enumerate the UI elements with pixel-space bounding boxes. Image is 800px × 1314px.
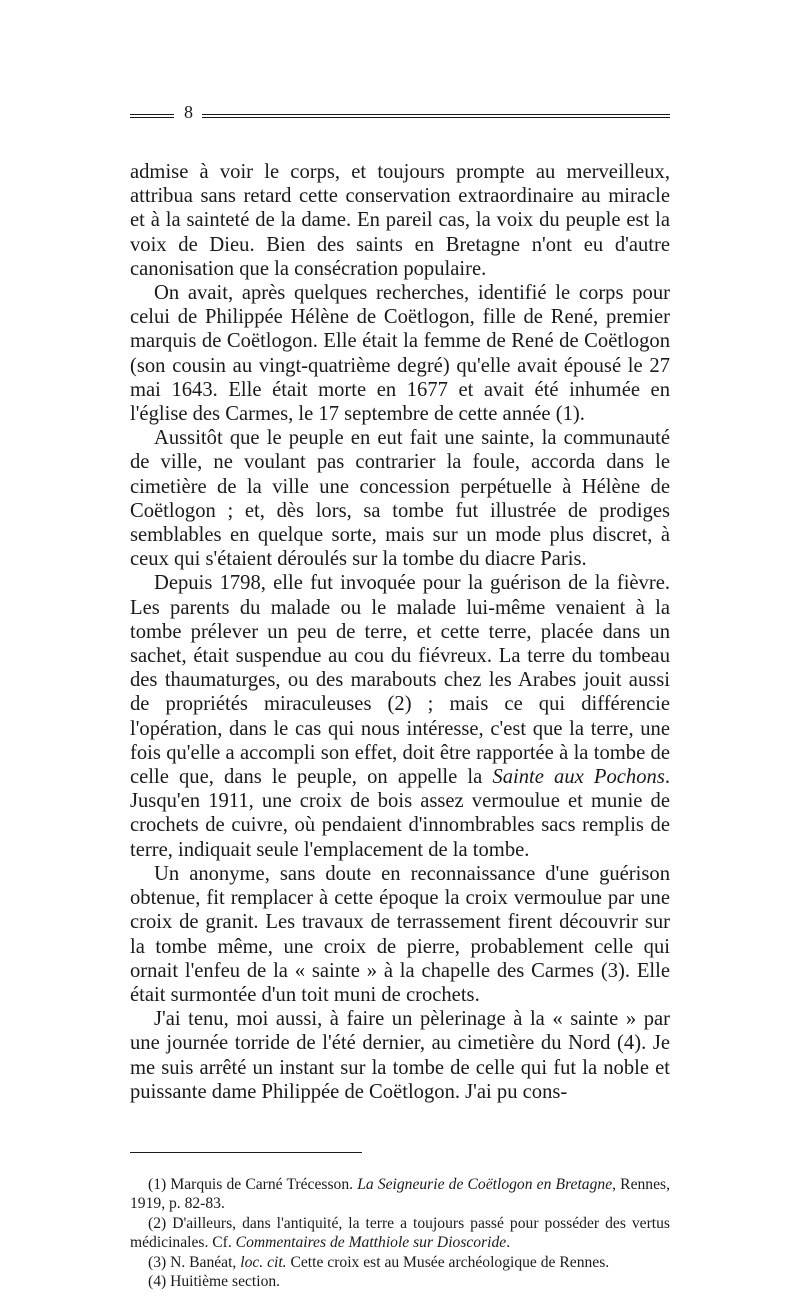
footnote-4: [130, 1272, 670, 1292]
running-header: [130, 102, 670, 132]
footnote-1-before: (1) Marquis de Carné Trécesson.: [148, 1175, 358, 1193]
paragraph-2: On avait, après quelques recherches, identifié le corps pour celui de Philippée Hélène de Coëtlogon, fille de René, premier marquis de Coëtlogon. Elle était la femme de René de Coëtlogon (son cousin au vingt-quatrième degré) qu'elle avait épousé le 27 mai 1643. Elle était morte en 1677 et avait été inhumée en l'église des Carmes, le 17 septembre de cette année (1).: [130, 282, 670, 426]
paragraph-6: J'ai tenu, moi aussi, à faire un pèlerinage à la « sainte » par une journée torride de l'été dernier, au cimetière du Nord (4). Je me suis arrêté un instant sur la tombe de celle qui fut la noble et puissante dame Philippée de Coëtlogon. J'ai pu cons-: [130, 1008, 670, 1103]
footnote-3: [130, 1253, 670, 1273]
paragraph-5: Un anonyme, sans doute en reconnaissance d'une guérison obtenue, fit remplacer à cette époque la croix vermoulue par une croix de granit. Les travaux de terrassement firent découvrir sur la tombe même, une croix de pierre, probablement celle qui ornait l'enfeu de la « sainte » à la chapelle des Carmes (3). Elle était surmontée d'un toit muni de crochets.: [130, 862, 670, 1006]
footnote-1: [130, 1175, 670, 1214]
book-page: [130, 102, 670, 1292]
page-number: 8: [184, 102, 193, 122]
paragraph-4-text-before: Depuis 1798, elle fut invoquée pour la guérison de la fièvre. Les parents du malade ou le malade lui-même venaient à la tombe prélever un peu de terre, et cette terre, placée dans un sachet, était suspendue au cou du fiévreux. La terre du tombeau des thaumaturges, ou des marabouts chez les Arabes jouit aussi de propriétés miraculeuses (2) ; mais ce qui différencie l'opération, dans le cas qui nous intéresse, c'est que la terre, une fois qu'elle a accompli son effet, doit être rapportée à la tombe de celle que, dans le peuple, on appelle la: [130, 572, 670, 789]
paragraph-3: Aussitôt que le peuple en eut fait une sainte, la communauté de ville, ne voulant pas contrarier la foule, accorda dans le cimetière de la ville une concession perpétuelle à Hélène de Coëtlogon ; et, dès lors, sa tombe fut illustrée de prodiges semblables en quelque sorte, mais sur un mode plus discret, à ceux qui s'étaient déroulés sur la tombe du diacre Paris.: [130, 427, 670, 571]
footnote-separator: [130, 1152, 362, 1153]
footnote-3-before: (3) N. Banéat,: [148, 1253, 241, 1271]
footnote-4-before: (4) Huitième section.: [148, 1273, 281, 1291]
paragraph-4-text-after: . Jusqu'en 1911, une croix de bois assez vermoulue et munie de crochets de cuivre, où pendaient d'innombrables sacs remplis de terre, indiquait seule l'emplacement de la tombe.: [130, 766, 670, 861]
footnote-2-before: (2) D'ailleurs, dans l'antiquité, la terre a toujours passé pour posséder des vertus médicinales. Cf.: [130, 1214, 670, 1252]
footnote-2-after: .: [506, 1234, 511, 1252]
footnotes: [130, 1175, 670, 1292]
main-text: [130, 160, 670, 1104]
paragraph-1: admise à voir le corps, et toujours prompte au merveilleux, attribua sans retard cette conservation extraordinaire au miracle et à la sainteté de la dame. En pareil cas, la voix du peuple est la voix de Dieu. Bien des saints en Bretagne n'ont eu d'autre canonisation que la consécration populaire.: [130, 161, 670, 280]
paragraph-4-italic: Sainte aux Pochons: [492, 766, 665, 789]
footnote-3-after: Cette croix est au Musée archéologique de Rennes.: [286, 1253, 610, 1271]
footnote-1-italic: La Seigneurie de Coëtlogon en Bretagne: [357, 1175, 613, 1193]
paragraph-4: [130, 571, 670, 861]
footnote-2-italic: Commentaires de Matthiole sur Dioscoride: [235, 1234, 507, 1252]
header-rule-left: [130, 114, 174, 118]
footnote-1-after: , Rennes, 1919, p. 82-83.: [130, 1175, 670, 1213]
header-rule-right: [202, 114, 670, 118]
footnote-2: [130, 1214, 670, 1253]
footnote-3-italic: loc. cit.: [240, 1253, 287, 1271]
